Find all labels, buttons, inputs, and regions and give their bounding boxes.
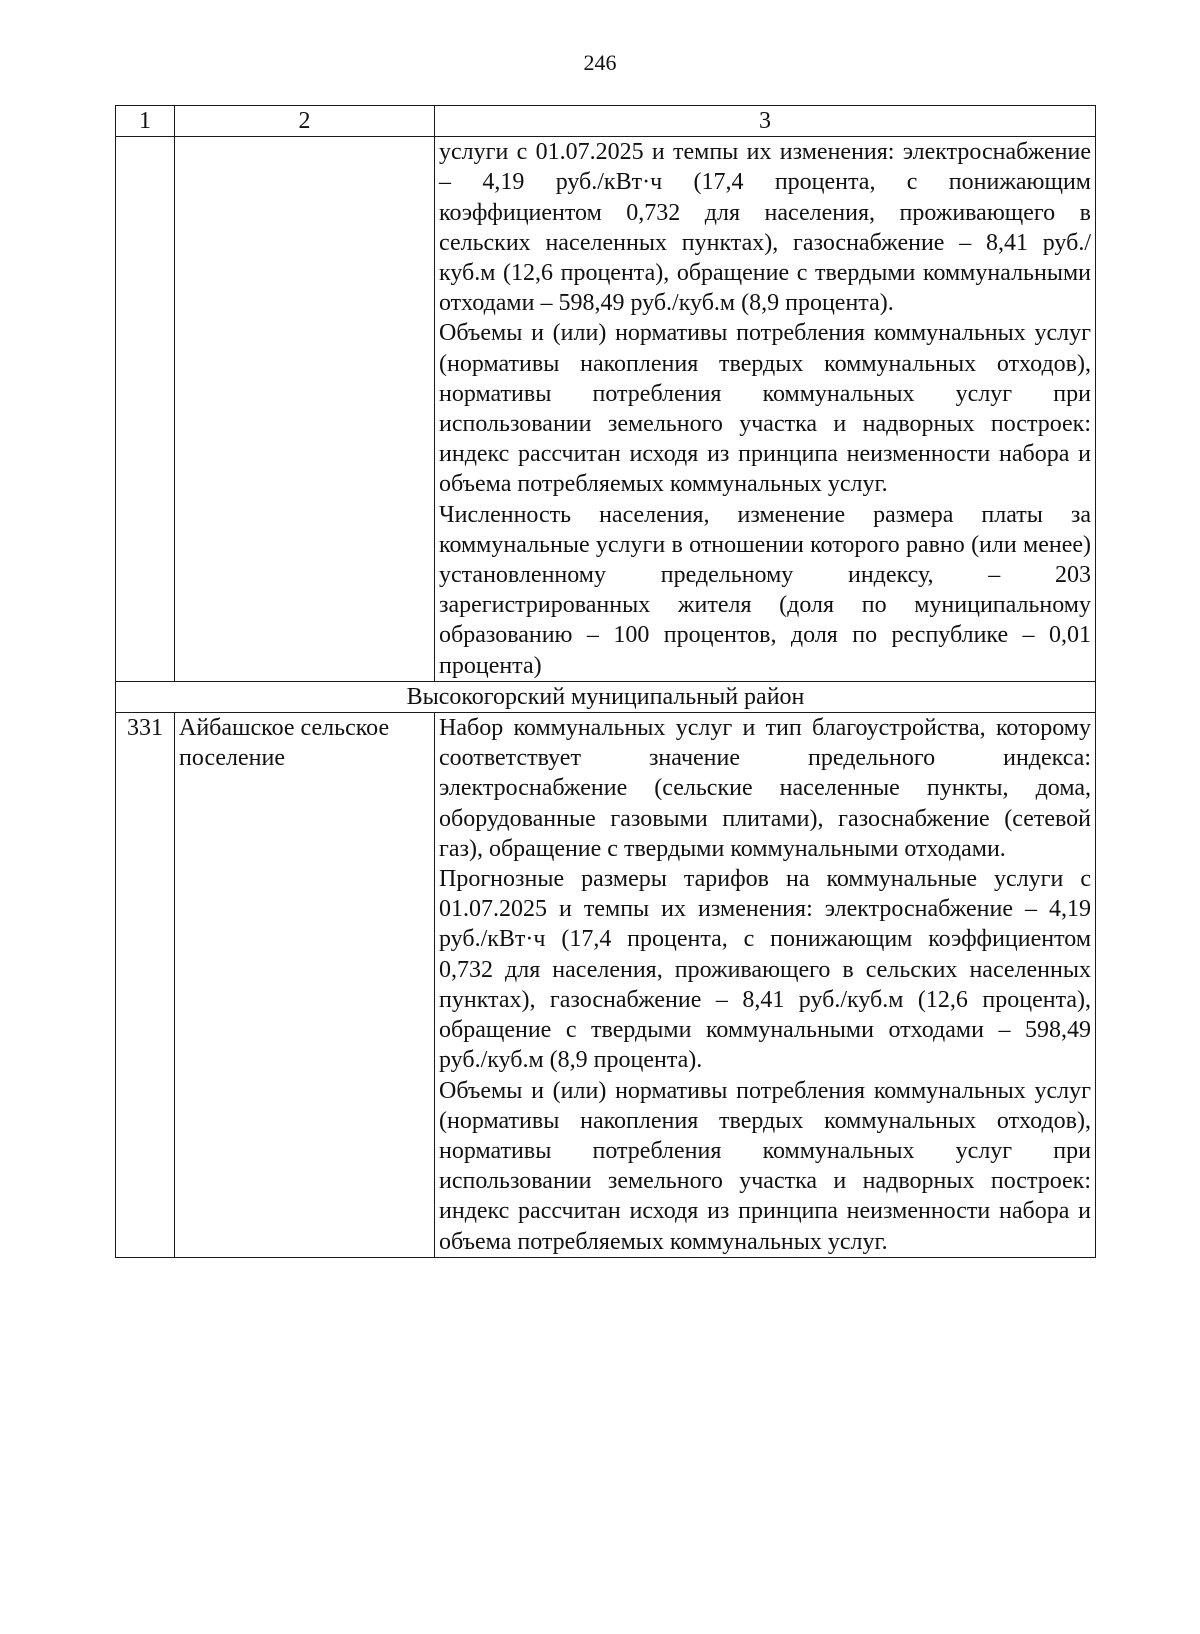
description-cell <box>435 713 1096 1258</box>
row-number-cell: 331 <box>116 713 175 1258</box>
column-number-3: 3 <box>435 106 1096 137</box>
district-header-row <box>116 681 1096 712</box>
paragraph-norms: Объемы и (или) нормативы потребления коммунальных услуг (нормативы накопления твердых коммунальных отходов), нормативы потребления коммунальных услуг при использовании земельного участка и надворных построек: индекс рассчитан исходя из принципа неизменности набора и объема потребляемых коммунальных услуг. <box>439 1077 1091 1255</box>
paragraph-services: Набор коммунальных услуг и тип благоустройства, которому соответствует значение предельного индекса: электроснабжение (сельские населенные пункты, дома, оборудованные газовыми плитами), газоснабжение (сетевой газ), обращение с твердыми коммунальными отходами. <box>439 715 1091 862</box>
column-number-1: 1 <box>116 106 175 137</box>
paragraph-norms: Объемы и (или) нормативы потребления коммунальных услуг (нормативы накопления твердых коммунальных отходов), нормативы потребления коммунальных услуг при использовании земельного участка и надворных построек: индекс рассчитан исходя из принципа неизменности набора и объема потребляемых коммунальных услуг. <box>439 320 1091 498</box>
column-number-2: 2 <box>175 106 435 137</box>
district-name: Высокогорский муниципальный район <box>116 681 1096 712</box>
table-row <box>116 713 1096 1258</box>
settlement-name-cell: Айбашское сельское поселение <box>175 713 435 1258</box>
tariff-table <box>115 105 1096 1258</box>
description-cell <box>435 137 1096 682</box>
page-number: 246 <box>583 50 617 75</box>
column-number-row <box>116 106 1096 137</box>
paragraph-tariffs: услуги с 01.07.2025 и темпы их изменения: электроснабжение – 4,19 руб./кВт·ч (17,4 процента, с понижающим коэффициентом 0,732 для населения, проживающего в сельских населенных пунктах), газоснабжение – 8,41 руб./куб.м (12,6 процента), обращение с твердыми коммунальными отходами – 598,49 руб./куб.м (8,9 процента). <box>439 139 1091 317</box>
paragraph-tariffs: Прогнозные размеры тарифов на коммунальные услуги с 01.07.2025 и темпы их изменения: электроснабжение – 4,19 руб./кВт·ч (17,4 процента, с понижающим коэффициентом 0,732 для населения, проживающего в сельских населенных пунктах), газоснабжение – 8,41 руб./куб.м (12,6 процента), обращение с твердыми коммунальными отходами – 598,49 руб./куб.м (8,9 процента). <box>439 866 1091 1074</box>
paragraph-population: Численность населения, изменение размера платы за коммунальные услуги в отношении которого равно (или менее) установленному предельному индексу, – 203 зарегистрированных жителя (доля по муниципальному образованию – 100 процентов, доля по республике – 0,01 процента) <box>439 501 1091 679</box>
table-row <box>116 137 1096 682</box>
row-number-cell <box>116 137 175 682</box>
settlement-name-cell <box>175 137 435 682</box>
